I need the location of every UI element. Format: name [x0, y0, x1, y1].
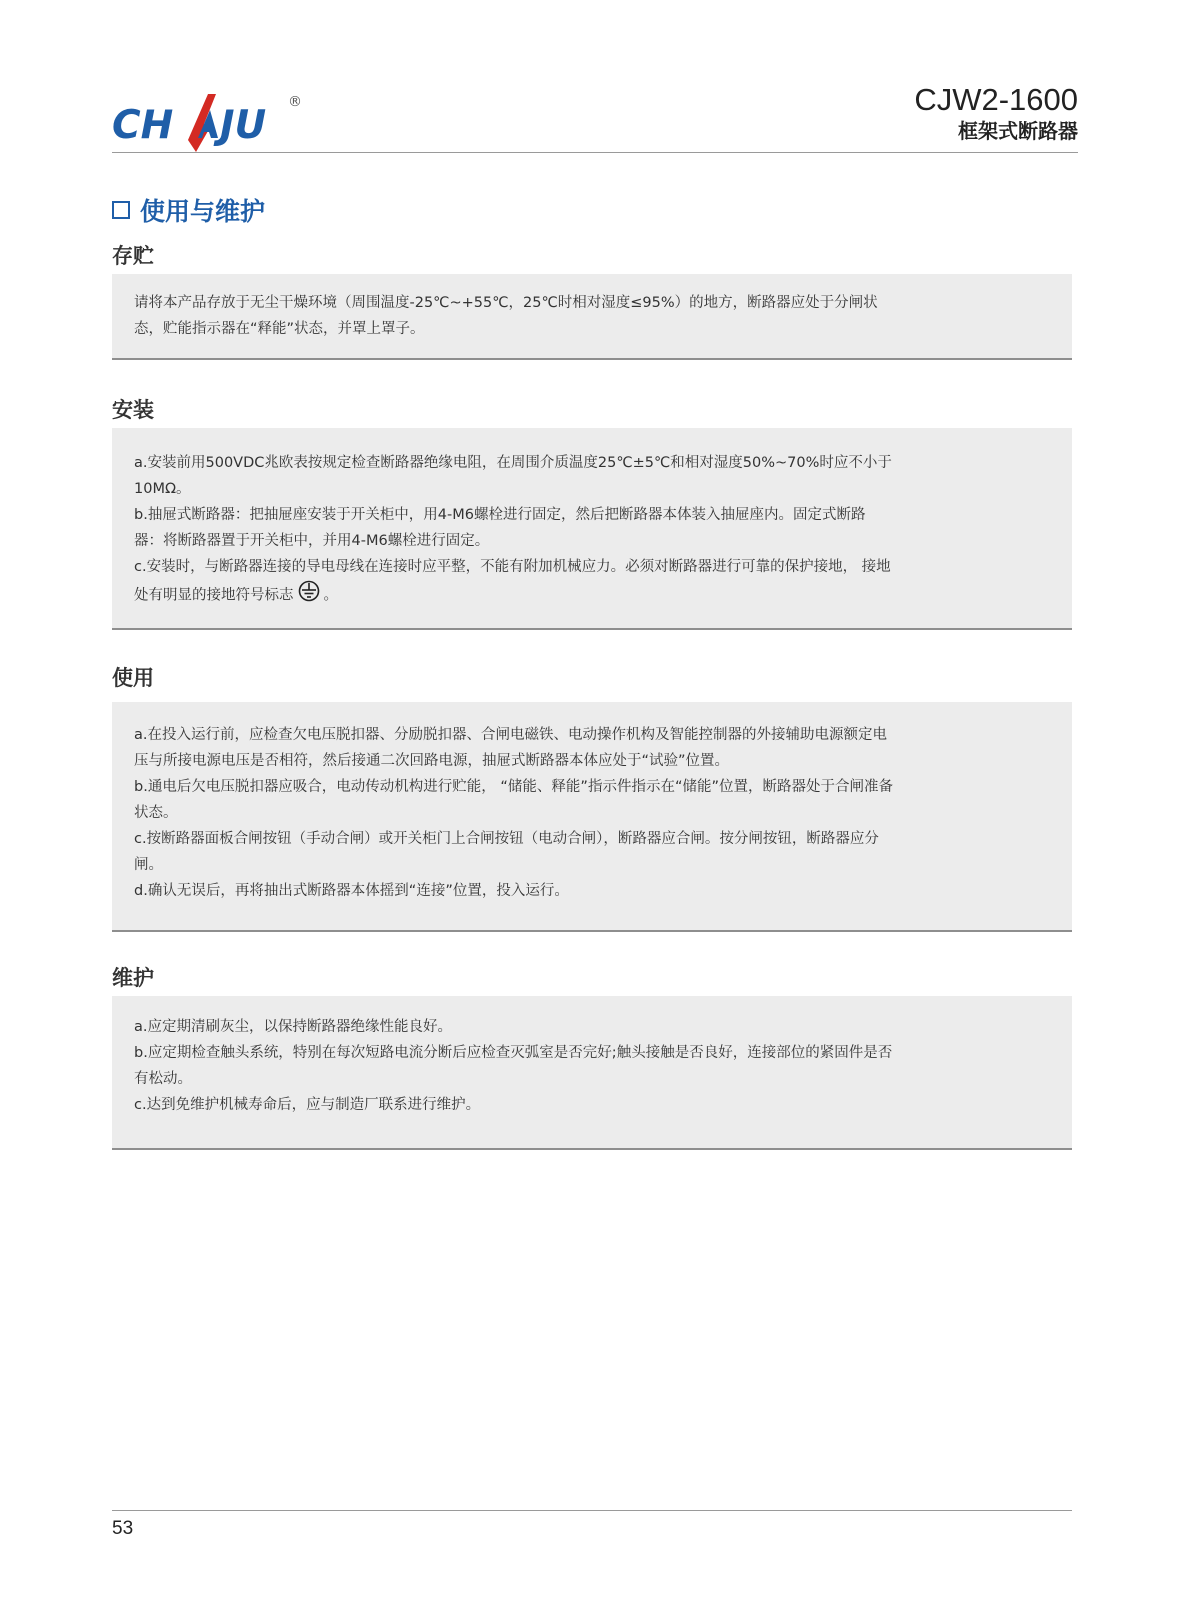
panel-use — [112, 702, 1072, 932]
page-header — [112, 82, 1078, 152]
section-heading-install: 安装 — [112, 398, 154, 422]
page-title-text: 使用与维护 — [140, 197, 266, 226]
page-number: 53 — [112, 1518, 134, 1539]
ground-symbol-icon — [298, 580, 320, 611]
registered-mark: ® — [288, 94, 302, 110]
install-item-c-end: 。 — [323, 587, 338, 604]
install-item-c — [134, 554, 894, 611]
use-item-d: d.确认无误后，再将抽出式断路器本体摇到“连接”位置，投入运行。 — [134, 883, 569, 899]
svg-text:JU: JU — [220, 103, 267, 148]
use-item-c: c.按断路器面板合闸按钮（手动合闸）或开关柜门上合闸按钮（电动合闸），断路器应合闸。按分闸按钮，断路器应分闸。 — [134, 831, 879, 873]
install-item-c-text: c.安装时，与断路器连接的导电母线在连接时应平整，不能有附加机械应力。必须对断路器进行可靠的保护接地， 接地处有明显的接地符号标志 — [134, 559, 891, 604]
install-item-a: a.安装前用500VDC兆欧表按规定检查断路器绝缘电阻，在周围介质温度25℃±5℃和相对湿度50%~70%时应不小于 10MΩ。 — [134, 455, 892, 497]
storage-text: 请将本产品存放于无尘干燥环境（周围温度-25℃~+55℃，25℃时相对湿度≤95%）的地方，断路器应处于分闸状态，贮能指示器在“释能”状态，并罩上罩子。 — [134, 295, 878, 337]
panel-maintain — [112, 996, 1072, 1150]
product-model — [914, 82, 1078, 144]
section-heading-storage: 存贮 — [112, 244, 154, 268]
maintain-item-a: a.应定期清刷灰尘，以保持断路器绝缘性能良好。 — [134, 1019, 452, 1035]
maintain-item-b: b.应定期检查触头系统，特别在每次短路电流分断后应检查灭弧室是否完好;触头接触是否良好，连接部位的紧固件是否有松动。 — [134, 1045, 893, 1087]
page-title — [112, 192, 265, 228]
section-heading-maintain: 维护 — [112, 966, 154, 990]
brand-logo — [112, 88, 312, 148]
use-item-b: b.通电后欠电压脱扣器应吸合，电动传动机构进行贮能， “储能、释能”指示件指示在“储能”位置，断路器处于合闸准备状态。 — [134, 779, 893, 821]
use-item-a: a.在投入运行前，应检查欠电压脱扣器、分励脱扣器、合闸电磁铁、电动操作机构及智能控制器的外接辅助电源额定电压与所接电源电压是否相符，然后接通二次回路电源，抽屉式断路器本体应处于“试验”位置。 — [134, 727, 887, 769]
model-name: 框架式断路器 — [958, 119, 1078, 143]
panel-storage — [112, 274, 1072, 360]
logo-mark — [112, 88, 312, 152]
section-heading-use: 使用 — [112, 666, 154, 690]
svg-text:CH: CH — [112, 103, 174, 148]
checkbox-square-icon — [112, 201, 130, 219]
header-divider — [112, 152, 1078, 153]
footer-divider — [112, 1510, 1072, 1511]
maintain-item-c: c.达到免维护机械寿命后，应与制造厂联系进行维护。 — [134, 1097, 481, 1113]
panel-install — [112, 428, 1072, 630]
model-code: CJW2-1600 — [914, 82, 1078, 117]
install-item-b: b.抽屉式断路器：把抽屉座安装于开关柜中，用4-M6螺栓进行固定，然后把断路器本体装入抽屉座内。固定式断路器：将断路器置于开关柜中，并用4-M6螺栓进行固定。 — [134, 507, 866, 549]
